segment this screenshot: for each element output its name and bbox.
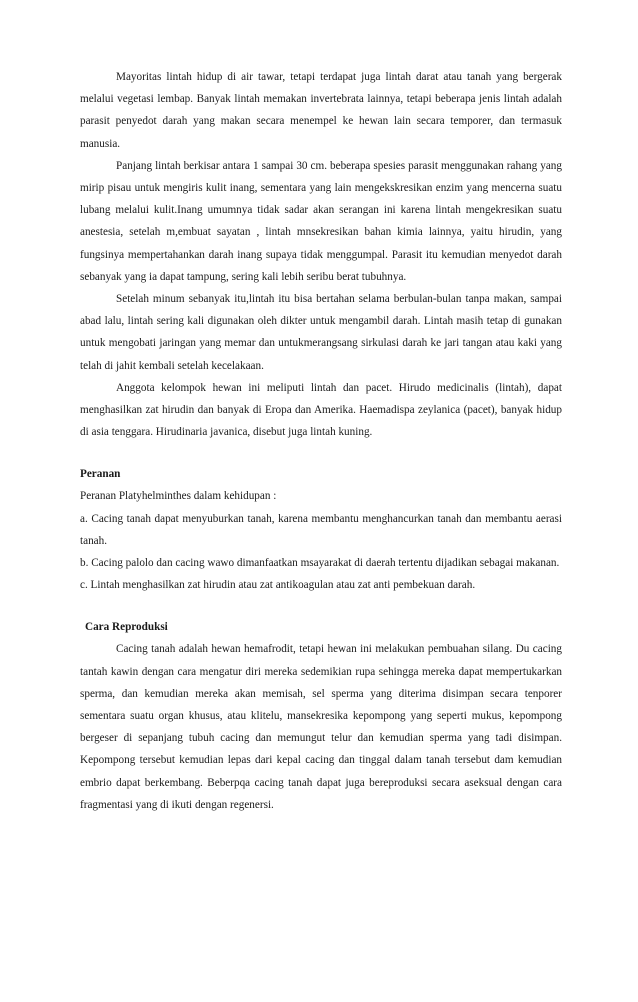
intro-paragraph-4: Anggota kelompok hewan ini meliputi lintah dan pacet. Hirudo medicinalis (lintah), dapat menghasilkan zat hirudin dan banyak di Eropa dan Amerika. Haemadispa zeylanica (pacet), banyak hidup di asia tenggara. Hirudinaria javanica, disebut juga lintah kuning. bbox=[80, 381, 562, 439]
reproduksi-paragraph: Cacing tanah adalah hewan hemafrodit, tetapi hewan ini melakukan pembuahan silang. Du cacing tantah kawin dengan cara mengatur diri mereka sedemikian rupa sehingga mereka dapat mempertukarkan sperma, dan kemudian mereka akan memisah, sel sperma yang diterima disimpan secara tenporer sementara suatu organ khusus, atau klitelu, mansekresika kepompong yang seperti mukus, kepompong bergeser di sepanjang tubuh cacing dan memungut telur dan kemudian sperma yang tadi disimpan. Kepompong tersebut kemudian lepas dari kepal cacing dan tinggal dalam tanah tersebut dam kemudian embrio dapat berkembang. Beberpqa cacing tanah dapat juga bereproduksi secara aseksual dengan cara fragmentasi yang di ikuti dengan regenersi. bbox=[80, 643, 562, 811]
peranan-item-c: c. Lintah menghasilkan zat hirudin atau zat antikoagulan atau zat anti pembekuan darah. bbox=[80, 579, 476, 592]
intro-paragraph-1: Mayoritas lintah hidup di air tawar, tetapi terdapat juga lintah darat atau tanah yang bergerak melalui vegetasi lembap. Banyak lintah memakan invertebrata lainnya, tetapi beberapa jenis lintah adalah parasit penyedot darah yang makan secara menempel ke hewan lain secara temporer, dan termasuk manusia. bbox=[80, 71, 562, 150]
peranan-item-a: a. Cacing tanah dapat menyuburkan tanah, karena membantu menghancurkan tanah dan membantu aerasi tanah. bbox=[80, 512, 562, 547]
peranan-intro: Peranan Platyhelminthes dalam kehidupan : bbox=[80, 490, 277, 503]
peranan-item-b: b. Cacing palolo dan cacing wawo dimanfaatkan msayarakat di daerah tertentu dijadikan sebagai makanan. bbox=[80, 557, 560, 570]
document-page bbox=[80, 66, 562, 816]
peranan-heading: Peranan bbox=[80, 468, 121, 481]
reproduksi-heading: Cara Reproduksi bbox=[85, 621, 168, 634]
intro-paragraph-2: Panjang lintah berkisar antara 1 sampai 30 cm. beberapa spesies parasit menggunakan rahang yang mirip pisau untuk mengiris kulit inang, sementara yang lain mengekskresikan enzim yang mencerna suatu lubang melalui kulit.Inang umumnya tidak sadar akan serangan ini karena lintah mengekresikan suatu anestesia, setelah m,embuat sayatan , lintah mnsekresikan bahan kimia lainnya, yaitu hirudin, yang fungsinya mempertahankan darah inang supaya tidak menggumpal. Parasit itu kemudian menyedot darah sebanyak yang ia dapat tampung, sering kali lebih seribu berat tubuhnya. bbox=[80, 159, 562, 283]
intro-paragraph-3: Setelah minum sebanyak itu,lintah itu bisa bertahan selama berbulan-bulan tanpa makan, sampai abad lalu, lintah sering kali digunakan oleh dikter untuk mengambil darah. Lintah masih tetap di gunakan untuk mengobati jaringan yang memar dan untukmerangsang sirkulasi darah ke jari tangan atau kaki yang telah di jahit kembali setelah kecelakaan. bbox=[80, 293, 562, 372]
